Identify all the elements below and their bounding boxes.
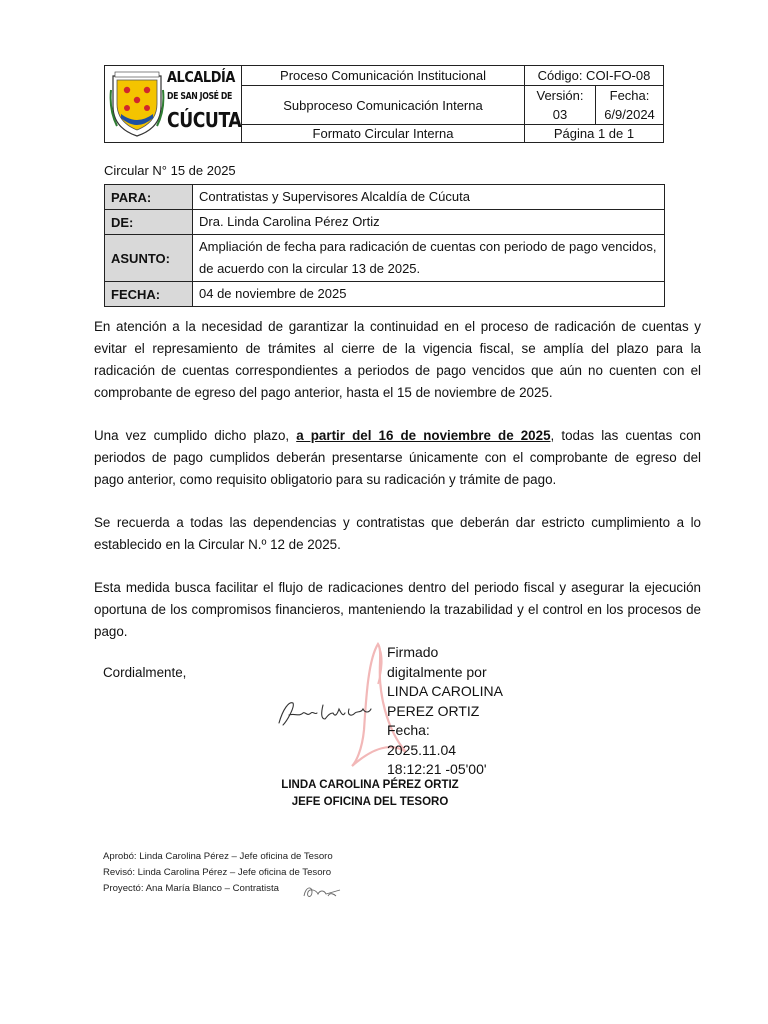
- signer-role: JEFE OFICINA DEL TESORO: [291, 796, 449, 808]
- body-paragraph-1: En atención a la necesidad de garantizar la continuidad en el proceso de radicación de cuentas y evitar el represamiento de trámites al cierre de la vigencia fiscal, se amplía del plazo para la radicación de cuentas correspondientes a periodos de pago vencidos que aún no cuenten con el comprobante de egreso del pago anterior, hasta el 15 de noviembre de 2025.: [94, 319, 701, 400]
- digital-sig-line-1: Firmado: [387, 644, 439, 660]
- asunto-value: Ampliación de fecha para radicación de cuentas con periodo de pago vencidos, de acuerdo con la circular 13 de 2025.: [193, 235, 665, 282]
- de-value: Dra. Linda Carolina Pérez Ortiz: [193, 210, 665, 235]
- date-label: Fecha:: [609, 88, 650, 103]
- process-cell: Proceso Comunicación Institucional: [242, 66, 525, 86]
- digital-sig-line-7: 18:12:21 -05'00': [387, 761, 487, 777]
- coat-of-arms-icon: [109, 70, 165, 138]
- initials-signature: [300, 880, 344, 902]
- p2-highlight-date: a partir del 16 de noviembre de 2025: [296, 428, 551, 443]
- circular-meta-table: [104, 184, 665, 307]
- asunto-label: ASUNTO:: [105, 235, 193, 282]
- logo-line-1: ALCALDÍA: [167, 68, 235, 86]
- footer-reviso: Revisó: Linda Carolina Pérez – Jefe oficina de Tesoro: [103, 867, 332, 878]
- de-label: DE:: [105, 210, 193, 235]
- digital-sig-line-4: PEREZ ORTIZ: [387, 702, 480, 719]
- closing-salutation: Cordialmente,: [103, 665, 187, 680]
- meta-row-asunto: [105, 235, 665, 282]
- footer-aprobo: Aprobó: Linda Carolina Pérez – Jefe oficina de Tesoro: [103, 851, 333, 862]
- body-paragraph-4: Esta medida busca facilitar el flujo de radicaciones dentro del periodo fiscal y asegurar la ejecución oportuna de los compromisos financieros, manteniendo la trazabilidad y el control en los procesos de pago.: [94, 580, 701, 639]
- date-cell: [596, 86, 664, 125]
- signer-name: LINDA CAROLINA PÉREZ ORTIZ: [281, 779, 459, 791]
- digital-sig-line-2: digitalmente por: [387, 663, 487, 680]
- circular-number: Circular N° 15 de 2025: [104, 163, 236, 178]
- digital-sig-line-5: Fecha:: [387, 722, 430, 738]
- digital-sig-line-3: LINDA CAROLINA: [387, 683, 503, 699]
- handwritten-signature: [275, 695, 375, 729]
- digital-signature-text: [387, 643, 503, 780]
- footer-proyecto: Proyectó: Ana María Blanco – Contratista: [103, 883, 279, 894]
- logo-cell: [105, 66, 242, 143]
- meta-row-para: [105, 185, 665, 210]
- version-label: Versión:: [536, 88, 584, 103]
- body-paragraph-3: Se recuerda a todas las dependencias y contratistas que deberán dar estricto cumplimiento a lo establecido en la Circular N.º 12 de 2025.: [94, 515, 701, 552]
- body-paragraph-2: [94, 425, 701, 491]
- page-cell: Página 1 de 1: [525, 125, 664, 143]
- code-cell: Código: COI-FO-08: [525, 66, 664, 86]
- para-label: PARA:: [105, 185, 193, 210]
- fecha-value: 04 de noviembre de 2025: [193, 282, 665, 307]
- logo-line-3: CÚCUTA: [167, 108, 242, 132]
- logo-text: [167, 70, 241, 134]
- document-header: [104, 65, 664, 143]
- logo-line-2: DE SAN JOSÉ DE: [167, 91, 232, 102]
- date-value: 6/9/2024: [604, 107, 655, 122]
- alcaldia-logo: [105, 66, 241, 142]
- p2-rest: , todas las cuentas con periodos de pago cumplidos deberán presentarse únicamente con el comprobante de egreso del pago anterior, como requisito obligatorio para su radicación y trámite de pago.: [94, 428, 701, 487]
- subprocess-cell: Subproceso Comunicación Interna: [242, 86, 525, 125]
- version-value: 03: [552, 107, 568, 122]
- para-value: Contratistas y Supervisores Alcaldía de Cúcuta: [193, 185, 665, 210]
- meta-row-de: [105, 210, 665, 235]
- format-cell: Formato Circular Interna: [242, 125, 525, 143]
- digital-sig-line-6: 2025.11.04: [387, 741, 457, 758]
- p2-lead: Una vez cumplido dicho plazo,: [94, 428, 297, 443]
- fecha-label: FECHA:: [105, 282, 193, 307]
- version-cell: [525, 86, 596, 125]
- meta-row-fecha: [105, 282, 665, 307]
